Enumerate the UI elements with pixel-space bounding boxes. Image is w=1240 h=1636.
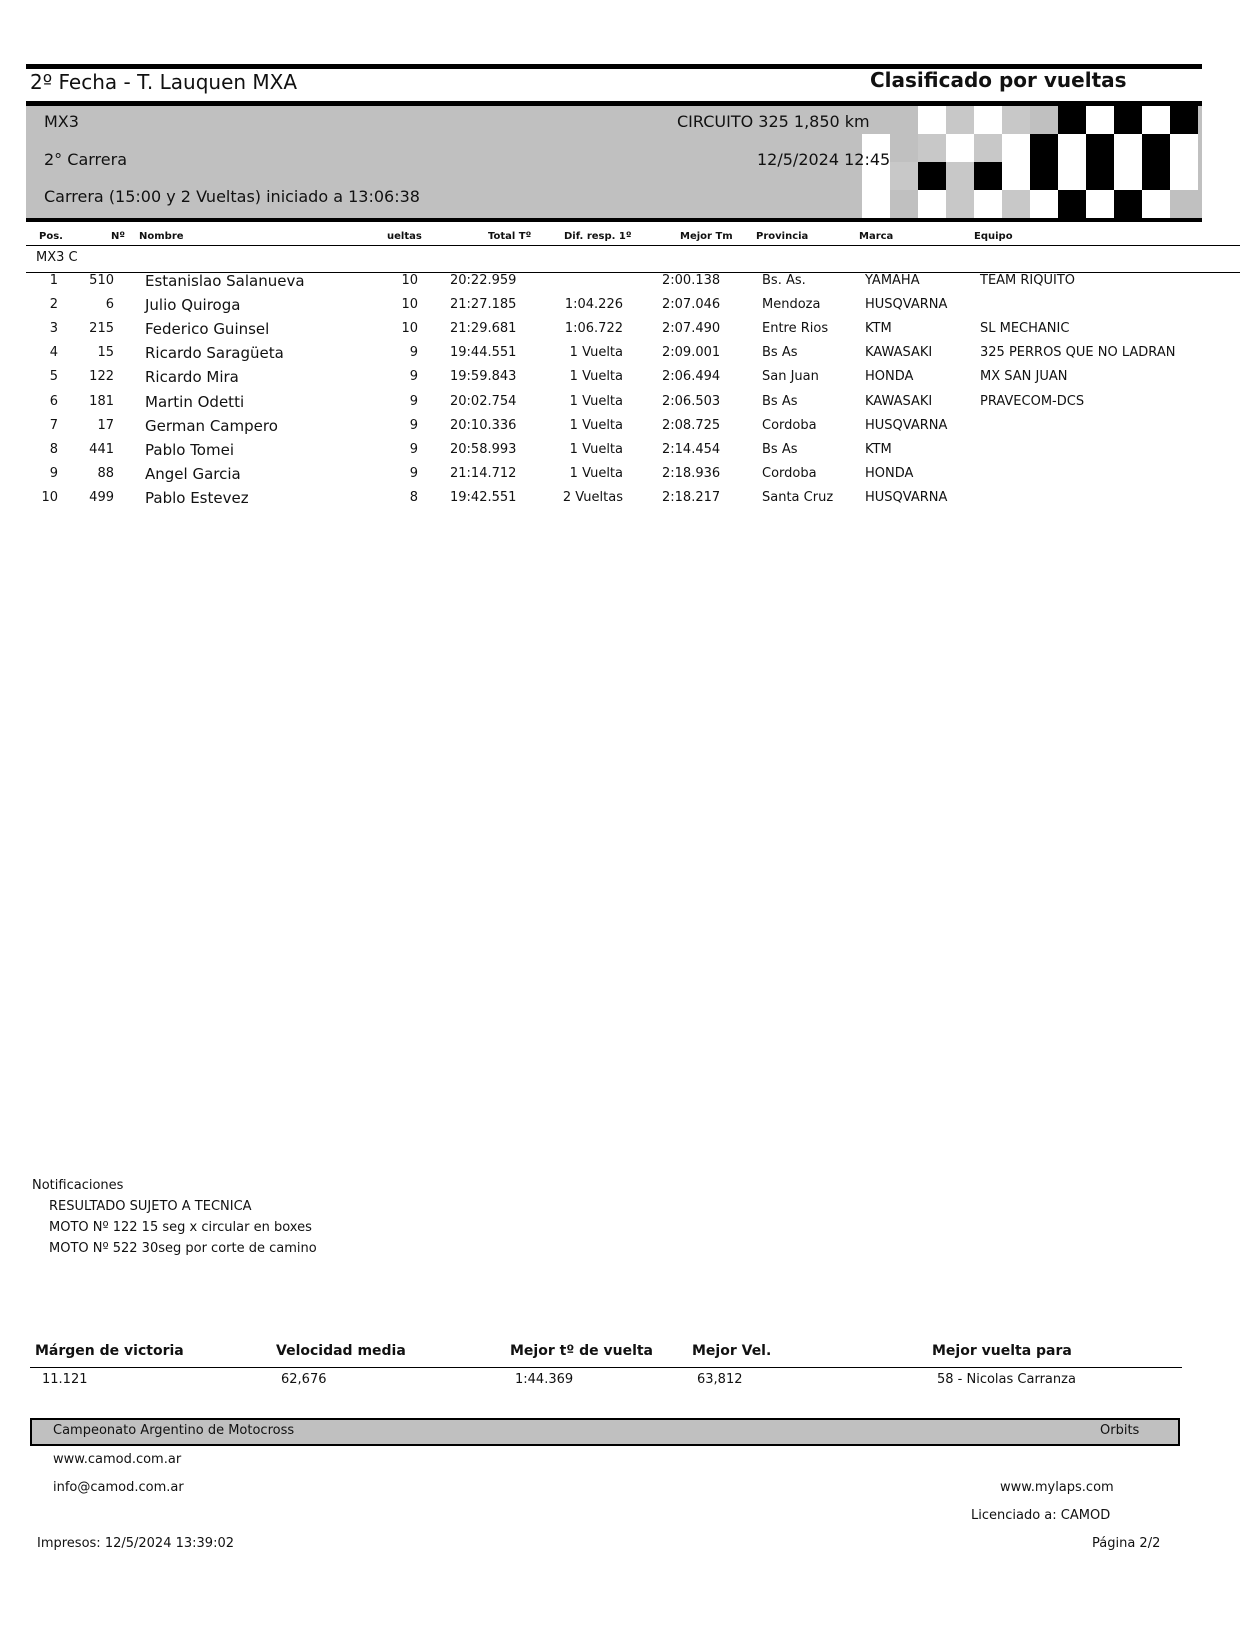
position-cell: 1	[49, 273, 58, 288]
laps-cell: 8	[409, 489, 418, 505]
race-info-panel-rule	[26, 218, 1202, 222]
checker-square	[918, 190, 946, 218]
notification-item: MOTO Nº 122 15 seg x circular en boxes	[49, 1220, 312, 1235]
total-time-cell: 20:22.959	[450, 273, 517, 288]
notifications-title: Notificaciones	[32, 1178, 124, 1193]
checker-square	[946, 190, 974, 218]
checker-square	[974, 190, 1002, 218]
best-speed-value: 63,812	[697, 1372, 743, 1387]
best-lap-cell: 2:18.936	[662, 465, 721, 481]
rider-number-cell: 15	[97, 345, 114, 361]
best-lap-cell: 2:18.217	[662, 489, 721, 505]
col-header-total-time: Total Tº	[488, 231, 532, 242]
total-time-cell: 19:59.843	[450, 369, 517, 385]
brand-cell: HUSQVARNA	[865, 417, 948, 433]
printed-timestamp: Impresos: 12/5/2024 13:39:02	[37, 1536, 234, 1551]
laps-cell: 10	[401, 273, 418, 288]
brand-cell: KTM	[865, 321, 892, 337]
classification-title: Clasificado por vueltas	[870, 68, 1127, 92]
total-time-cell: 21:27.185	[450, 297, 517, 313]
rider-number-cell: 215	[89, 321, 114, 337]
licensed-to: Licenciado a: CAMOD	[971, 1508, 1111, 1523]
province-cell: Bs As	[762, 393, 798, 409]
table-row	[0, 369, 1240, 393]
checker-square	[918, 162, 946, 190]
table-row	[0, 442, 1240, 466]
col-header-gap: Dif. resp. 1º	[564, 231, 632, 242]
gap-cell: 1 Vuelta	[569, 465, 623, 481]
checker-square	[1058, 134, 1086, 162]
rider-number-cell: 510	[89, 273, 114, 288]
province-cell: Entre Rios	[762, 321, 829, 337]
col-header-team: Equipo	[974, 231, 1013, 242]
position-cell: 10	[41, 489, 58, 505]
checker-square	[1030, 134, 1058, 162]
table-row	[0, 345, 1240, 369]
total-time-cell: 21:29.681	[450, 321, 517, 337]
checker-square	[1058, 190, 1086, 218]
rider-number-cell: 6	[105, 297, 114, 313]
position-cell: 9	[49, 465, 58, 481]
brand-cell: KTM	[865, 441, 892, 457]
table-row	[0, 418, 1240, 442]
checker-square	[1086, 134, 1114, 162]
checker-square	[1142, 162, 1170, 190]
gap-cell: 2 Vueltas	[562, 489, 623, 505]
province-cell: Bs As	[762, 345, 798, 361]
checker-square	[1114, 190, 1142, 218]
brand-cell: HONDA	[865, 465, 914, 481]
gap-cell: 1:04.226	[564, 297, 623, 313]
checker-square	[946, 106, 974, 134]
best-lap-time-label: Mejor tº de vuelta	[510, 1343, 654, 1359]
brand-cell: KAWASAKI	[865, 393, 933, 409]
checker-square	[974, 134, 1002, 162]
col-header-pos: Pos.	[39, 231, 63, 242]
province-cell: Mendoza	[762, 297, 821, 313]
total-time-cell: 20:10.336	[450, 417, 517, 433]
rider-number-cell: 17	[97, 417, 114, 433]
rider-name-cell: Julio Quiroga	[145, 296, 241, 315]
laps-cell: 10	[401, 297, 418, 313]
col-header-laps: ueltas	[387, 231, 422, 242]
total-time-cell: 19:44.551	[450, 345, 517, 361]
province-cell: San Juan	[762, 369, 819, 385]
position-cell: 6	[49, 393, 58, 409]
best-lap-for-label: Mejor vuelta para	[932, 1343, 1072, 1359]
rider-name-cell: German Campero	[145, 416, 278, 435]
category-label: MX3	[44, 112, 79, 131]
checker-square	[890, 162, 918, 190]
checker-square	[1114, 162, 1142, 190]
brand-cell: HUSQVARNA	[865, 489, 948, 505]
total-time-cell: 19:42.551	[450, 489, 517, 505]
rider-number-cell: 441	[89, 441, 114, 457]
table-row	[0, 321, 1240, 345]
checker-square	[1142, 190, 1170, 218]
rider-number-cell: 181	[89, 393, 114, 409]
best-lap-cell: 2:07.490	[662, 321, 721, 337]
gap-cell: 1:06.722	[564, 321, 623, 337]
checker-square	[1058, 162, 1086, 190]
event-title: 2º Fecha - T. Lauquen MXA	[30, 70, 298, 94]
column-header-rule	[26, 245, 1240, 246]
checker-square	[1058, 106, 1086, 134]
team-cell: PRAVECOM-DCS	[980, 393, 1085, 409]
checker-square	[1142, 106, 1170, 134]
average-speed-label: Velocidad media	[276, 1343, 406, 1359]
gap-cell: 1 Vuelta	[569, 417, 623, 433]
email-link[interactable]: info@camod.com.ar	[53, 1480, 184, 1495]
team-cell: MX SAN JUAN	[980, 369, 1068, 385]
margin-of-victory-label: Márgen de victoria	[35, 1343, 184, 1359]
notification-item: MOTO Nº 522 30seg por corte de camino	[49, 1241, 317, 1256]
checker-square	[1002, 162, 1030, 190]
province-cell: Cordoba	[762, 465, 817, 481]
mylaps-link[interactable]: www.mylaps.com	[1000, 1480, 1114, 1495]
notification-item: RESULTADO SUJETO A TECNICA	[49, 1199, 252, 1214]
checker-square	[946, 134, 974, 162]
table-row	[0, 394, 1240, 418]
best-lap-cell: 2:08.725	[662, 417, 721, 433]
province-cell: Bs. As.	[762, 273, 806, 288]
rider-name-cell: Angel Garcia	[145, 464, 241, 483]
total-time-cell: 20:02.754	[450, 393, 517, 409]
laps-cell: 9	[409, 369, 418, 385]
team-cell: SL MECHANIC	[980, 321, 1070, 337]
checker-square	[1170, 134, 1198, 162]
checker-square	[918, 134, 946, 162]
brand-cell: HONDA	[865, 369, 914, 385]
position-cell: 7	[49, 417, 58, 433]
province-cell: Bs As	[762, 441, 798, 457]
best-lap-time-value: 1:44.369	[515, 1372, 574, 1387]
brand-cell: HUSQVARNA	[865, 297, 948, 313]
laps-cell: 10	[401, 321, 418, 337]
checker-square	[946, 162, 974, 190]
rider-name-cell: Ricardo Mira	[145, 368, 239, 387]
rider-name-cell: Pablo Tomei	[145, 440, 234, 459]
rider-name-cell: Martin Odetti	[145, 392, 245, 411]
gap-cell: 1 Vuelta	[569, 441, 623, 457]
gap-cell: 1 Vuelta	[569, 393, 623, 409]
province-cell: Santa Cruz	[762, 489, 834, 505]
race-label: 2° Carrera	[44, 150, 127, 169]
best-lap-cell: 2:07.046	[662, 297, 721, 313]
laps-cell: 9	[409, 345, 418, 361]
col-header-brand: Marca	[859, 231, 894, 242]
total-time-cell: 20:58.993	[450, 441, 517, 457]
timing-system-name: Orbits	[1100, 1423, 1140, 1438]
checker-square	[1086, 106, 1114, 134]
laps-cell: 9	[409, 465, 418, 481]
page-number: Página 2/2	[1092, 1536, 1161, 1551]
table-row	[0, 466, 1240, 490]
gap-cell: 1 Vuelta	[569, 345, 623, 361]
table-row	[0, 273, 1240, 297]
checker-square	[1114, 134, 1142, 162]
website-link[interactable]: www.camod.com.ar	[53, 1452, 182, 1467]
total-time-cell: 21:14.712	[450, 465, 517, 481]
race-datetime: 12/5/2024 12:45	[757, 150, 891, 169]
rider-name-cell: Federico Guinsel	[145, 320, 270, 339]
checker-square	[1030, 162, 1058, 190]
laps-cell: 9	[409, 441, 418, 457]
team-cell: TEAM RIQUITO	[980, 273, 1076, 288]
checker-square	[1114, 106, 1142, 134]
stats-rule	[30, 1367, 1182, 1368]
checker-square	[1170, 162, 1198, 190]
laps-cell: 9	[409, 417, 418, 433]
team-cell: 325 PERROS QUE NO LADRAN	[980, 345, 1176, 361]
checker-square	[974, 162, 1002, 190]
circuit-label: CIRCUITO 325 1,850 km	[677, 112, 870, 131]
race-info-label: Carrera (15:00 y 2 Vueltas) iniciado a 13:06:38	[44, 187, 420, 206]
col-header-name: Nombre	[139, 231, 184, 242]
position-cell: 4	[49, 345, 58, 361]
average-speed-value: 62,676	[281, 1372, 327, 1387]
checker-square	[862, 190, 890, 218]
margin-of-victory-value: 11.121	[42, 1372, 88, 1387]
gap-cell: 1 Vuelta	[569, 369, 623, 385]
checker-square	[1086, 190, 1114, 218]
laps-cell: 9	[409, 393, 418, 409]
rider-number-cell: 88	[97, 465, 114, 481]
class-label: MX3 C	[36, 250, 78, 265]
table-row	[0, 490, 1240, 514]
col-header-best-lap: Mejor Tm	[680, 231, 733, 242]
position-cell: 8	[49, 441, 58, 457]
checker-square	[1002, 134, 1030, 162]
checker-square	[1002, 106, 1030, 134]
best-lap-cell: 2:14.454	[662, 441, 721, 457]
position-cell: 3	[49, 321, 58, 337]
checker-square	[1170, 106, 1198, 134]
position-cell: 5	[49, 369, 58, 385]
checker-square	[1002, 190, 1030, 218]
checker-square	[1086, 162, 1114, 190]
best-lap-cell: 2:09.001	[662, 345, 721, 361]
province-cell: Cordoba	[762, 417, 817, 433]
checker-square	[918, 106, 946, 134]
checker-square	[1030, 190, 1058, 218]
best-lap-cell: 2:06.503	[662, 393, 721, 409]
rider-name-cell: Pablo Estevez	[145, 488, 249, 507]
position-cell: 2	[49, 297, 58, 313]
organization-name: Campeonato Argentino de Motocross	[53, 1423, 295, 1438]
col-header-number: Nº	[111, 231, 126, 242]
best-lap-for-value: 58 - Nicolas Carranza	[937, 1372, 1076, 1387]
best-speed-label: Mejor Vel.	[692, 1343, 772, 1359]
brand-cell: YAMAHA	[865, 273, 920, 288]
rider-name-cell: Estanislao Salanueva	[145, 272, 305, 290]
checker-square	[1142, 134, 1170, 162]
rider-number-cell: 499	[89, 489, 114, 505]
best-lap-cell: 2:00.138	[662, 273, 721, 288]
col-header-province: Provincia	[756, 231, 809, 242]
table-row	[0, 297, 1240, 321]
checker-square	[974, 106, 1002, 134]
rider-name-cell: Ricardo Saragüeta	[145, 344, 284, 363]
best-lap-cell: 2:06.494	[662, 369, 721, 385]
rider-number-cell: 122	[89, 369, 114, 385]
brand-cell: KAWASAKI	[865, 345, 933, 361]
